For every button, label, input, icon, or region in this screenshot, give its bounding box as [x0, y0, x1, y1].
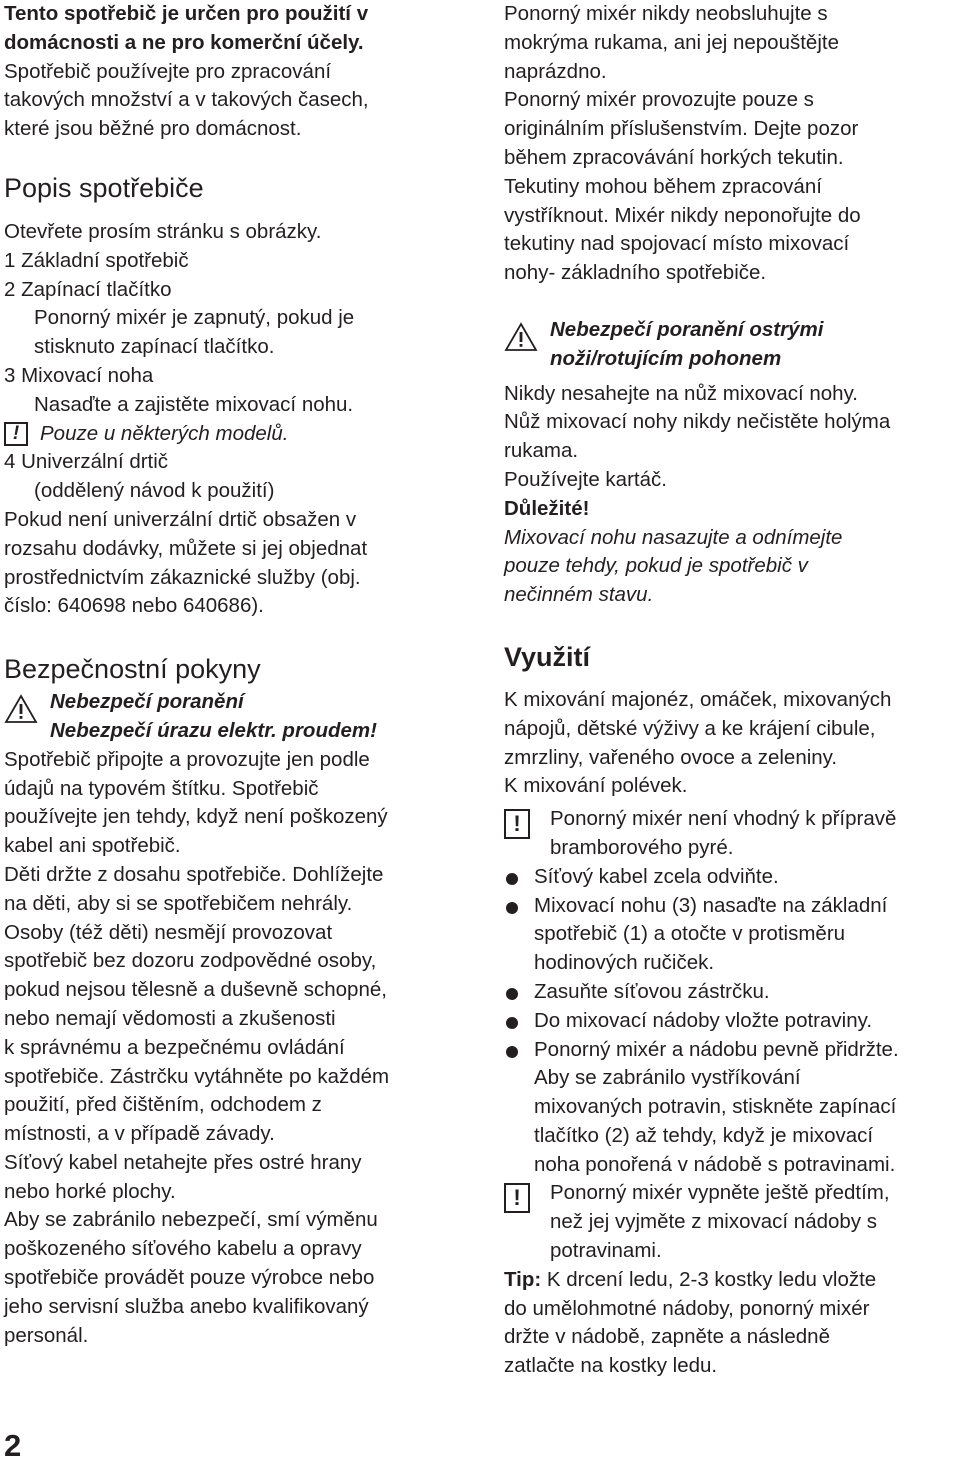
text-line: Nebezpečí úrazu elektr. proudem! [50, 718, 377, 742]
text-line: prostřednictvím zákaznické služby (obj. [4, 565, 361, 589]
text-line: nápojů, dětské výživy a ke krájení cibule, [504, 716, 876, 740]
left-column [4, 0, 476, 1350]
text-line: bramborového pyré. [550, 835, 734, 859]
text-line: vystříknout. Mixér nikdy neponořujte do [504, 203, 861, 227]
important-text [504, 524, 960, 610]
text-line: Síťový kabel netahejte přes ostré hrany [4, 1150, 362, 1174]
heading-popis: Popis spotřebiče [4, 172, 204, 203]
text-line: jeho servisní služba anebo kvalifikovaný [4, 1294, 369, 1318]
text-line: Děti držte z dosahu spotřebiče. Dohlížejte [4, 862, 384, 886]
text-line: místnosti, a v případě závady. [4, 1122, 275, 1146]
text-line: Aby se zabránilo vystříkování [534, 1066, 801, 1090]
text-line: spotřebič bez dozoru zodpovědné osoby, [4, 949, 377, 973]
text-line: Tento spotřebič je určen pro použití v [4, 2, 369, 25]
exclamation-icon: ! [504, 1183, 530, 1213]
list-item [504, 1036, 960, 1180]
text-line: noha ponořená v nádobě s potravinami. [534, 1152, 896, 1176]
list-item [504, 892, 960, 978]
text-line: Ponorný mixér nikdy neobsluhujte s [504, 2, 828, 25]
tip-paragraph [504, 1266, 960, 1381]
text-line: K mixování majonéz, omáček, mixovaných [504, 687, 892, 711]
drtic-note [4, 506, 476, 621]
text-line: do umělohmotné nádoby, ponorný mixér [504, 1296, 870, 1320]
text-line: stisknuto zapínací tlačítko. [34, 335, 275, 359]
note-puree [504, 805, 960, 863]
text-line: Mixovací nohu nasazujte a odnímejte [504, 525, 843, 549]
text-line: Nebezpečí poranění [50, 690, 244, 714]
text-line: nebo horké plochy. [4, 1179, 176, 1203]
item-2-desc [4, 304, 476, 362]
text-line: Spotřebič používejte pro zpracování [4, 59, 332, 83]
text-line: K mixování polévek. [504, 774, 688, 798]
bullet-icon [506, 988, 518, 1000]
warning-blades [504, 316, 960, 374]
text-line: během zpracovávání horkých tekutin. [504, 145, 844, 169]
text-line: držte v nádobě, zapněte a následně [504, 1325, 830, 1349]
text-line: rozsahu dodávky, můžete si jej objednat [4, 536, 368, 560]
bullet-icon [506, 902, 518, 914]
warning-injury [4, 688, 476, 746]
text-line: Používejte kartáč. [504, 467, 667, 491]
text-line: Zasuňte síťovou zástrčku. [534, 979, 770, 1003]
text-line: originálním příslušenstvím. Dejte pozor [504, 117, 859, 141]
text-line: spotřebiče. Zástrčku vytáhněte po každém [4, 1064, 390, 1088]
text-line: spotřebiče provádět pouze výrobce nebo [4, 1266, 375, 1290]
item-3-note [4, 420, 476, 449]
text-line: k správnému a bezpečnému ovládání [4, 1035, 345, 1059]
text-line: mokrýma rukama, ani jej nepouštějte [504, 30, 839, 54]
item-4: 4 Univerzální drtič [4, 450, 169, 474]
text-line: používejte jen tehdy, když není poškozený [4, 805, 388, 829]
list-item [504, 978, 960, 1007]
text-line: tlačítko (2) až tehdy, když je mixovací [534, 1123, 874, 1147]
tip-label: Tip: [504, 1267, 542, 1291]
text-line: potravinami. [550, 1239, 662, 1263]
text-line: Tekutiny mohou během zpracování [504, 174, 822, 198]
text-line: Ponorný mixér vypněte ještě předtím, [550, 1181, 890, 1205]
text-line: použití, před čištěním, odchodem z [4, 1093, 322, 1117]
text-line: které jsou běžné pro domácnost. [4, 117, 302, 141]
text-line: Spotřebič připojte a provozujte jen podle [4, 747, 370, 771]
bullet-icon [506, 873, 518, 885]
text-line: Nůž mixovací nohy nikdy nečistěte holýma [504, 410, 891, 434]
list-item [504, 1007, 960, 1036]
text-line: Mixovací nohu (3) nasaďte na základní [534, 893, 888, 917]
text-line: Ponorný mixér a nádobu pevně přidržte. [534, 1037, 899, 1061]
item-3: 3 Mixovací noha [4, 363, 154, 387]
page-number: 2 [4, 1428, 22, 1463]
usage-text [504, 686, 960, 801]
warning-triangle-icon [4, 694, 38, 724]
text-line: na děti, aby si se spotřebičem nehrály. [4, 891, 353, 915]
text-line: Pokud není univerzální drtič obsažen v [4, 507, 357, 531]
usage-warnings [504, 0, 960, 288]
text-line: než jej vyjměte z mixovací nádoby s [550, 1210, 877, 1234]
text-line: pokud nejsou tělesně a duševně schopné, [4, 978, 387, 1002]
text-line: údajů na typovém štítku. Spotřebič [4, 776, 319, 800]
text-line: Osoby (též děti) nesmějí provozovat [4, 920, 333, 944]
exclamation-icon: ! [4, 422, 28, 446]
text-line: noži/rotujícím pohonem [550, 346, 782, 370]
instruction-list [504, 863, 960, 1180]
text-line: číslo: 640698 nebo 640686). [4, 594, 264, 618]
text-line: Aby se zabránilo nebezpečí, smí výměnu [4, 1208, 378, 1232]
text-line: rukama. [504, 439, 579, 463]
text-line: Ponorný mixér je zapnutý, pokud je [34, 306, 355, 330]
text-line: Nikdy nesahejte na nůž mixovací nohy. [504, 381, 859, 405]
text-line: K drcení ledu, 2-3 kostky ledu vložte [541, 1267, 877, 1291]
safety-text [4, 746, 476, 1351]
text-line: zmrzliny, vařeného ovoce a zeleniny. [504, 745, 838, 769]
text-line: spotřebič (1) a otočte v protisměru [534, 922, 846, 946]
intro-text [4, 58, 476, 144]
text-line: domácnosti a ne pro komerční účely. [4, 30, 364, 54]
text-line: Do mixovací nádoby vložte potraviny. [534, 1008, 873, 1032]
text-line: Ponorný mixér provozujte pouze s [504, 88, 814, 112]
important-label: Důležité! [504, 496, 590, 520]
item-3-desc: Nasaďte a zajistěte mixovací nohu. [34, 392, 354, 416]
bullet-icon [506, 1017, 518, 1029]
text-line: tekutiny nad spojovací místo mixovací [504, 232, 850, 256]
text-line: Síťový kabel zcela odviňte. [534, 864, 779, 888]
text-line: takových množství a v takových časech, [4, 88, 369, 112]
popis-subtitle: Otevřete prosím stránku s obrázky. [4, 219, 322, 243]
text-line: nohy- základního spotřebiče. [504, 261, 767, 285]
text-line: mixovaných potravin, stiskněte zapínací [534, 1095, 897, 1119]
exclamation-icon: ! [504, 809, 530, 839]
text-line: poškozeného síťového kabelu a opravy [4, 1237, 362, 1261]
bullet-icon [506, 1046, 518, 1058]
list-item [504, 863, 960, 892]
text-line: kabel ani spotřebič. [4, 834, 181, 858]
blade-text [504, 380, 960, 495]
warning-triangle-icon [504, 322, 538, 352]
item-1: 1 Základní spotřebič [4, 248, 189, 272]
item-2: 2 Zapínací tlačítko [4, 277, 172, 301]
note-text: Pouze u některých modelů. [40, 421, 289, 445]
text-line: hodinových ručiček. [534, 951, 715, 975]
heading-bezpecnost: Bezpečnostní pokyny [4, 654, 261, 685]
text-line: Nebezpečí poranění ostrými [550, 317, 824, 341]
text-line: personál. [4, 1323, 89, 1347]
text-line: zatlačte na kostky ledu. [504, 1354, 718, 1378]
text-line: Ponorný mixér není vhodný k přípravě [550, 807, 897, 831]
intro-bold [4, 0, 476, 58]
right-column [504, 0, 960, 1381]
text-line: pouze tehdy, pokud je spotřebič v [504, 554, 808, 578]
note-switch-off [504, 1179, 960, 1265]
text-line: nečinném stavu. [504, 583, 654, 607]
item-4-desc: (oddělený návod k použití) [34, 479, 275, 503]
text-line: naprázdno. [504, 59, 607, 83]
heading-vyuziti: Využití [504, 641, 591, 672]
text-line: nebo nemají vědomosti a zkušenosti [4, 1006, 336, 1030]
